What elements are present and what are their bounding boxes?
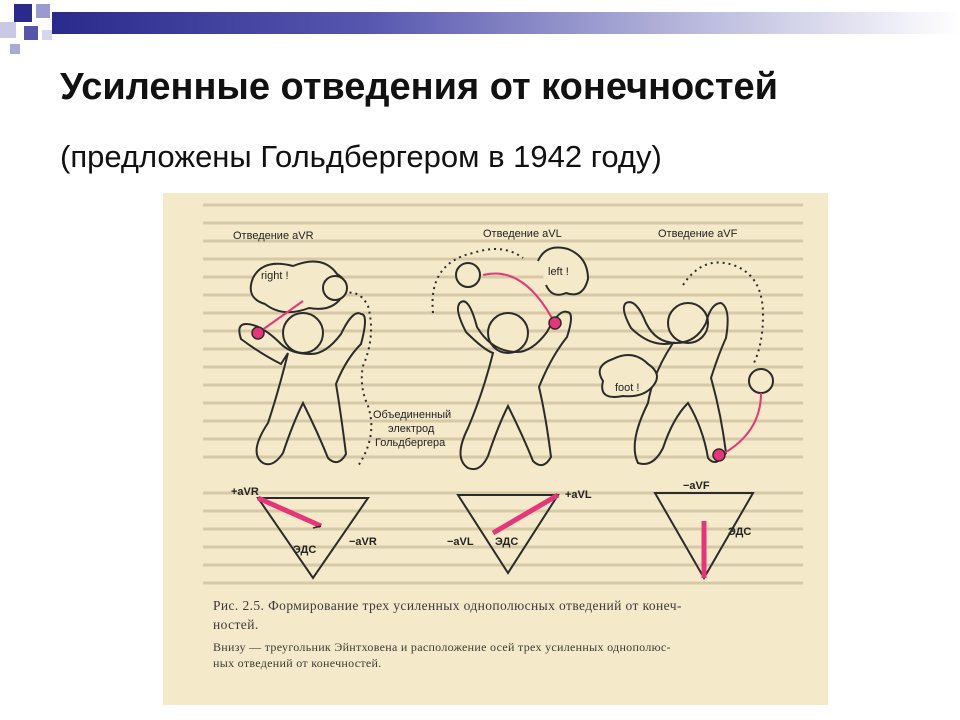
avr-speech: right ! <box>261 270 289 282</box>
figure-avl-person <box>433 248 589 470</box>
avr-neg-label: −aVR <box>349 536 377 548</box>
header-gradient-bar <box>52 12 960 34</box>
avl-pos-label: +aVL <box>565 489 592 501</box>
electrode-label-line-2: электрод <box>388 423 435 435</box>
lead-avf-heading: Отведение aVF <box>658 228 738 240</box>
avf-electrode <box>713 449 725 461</box>
electrode-label-line-1: Объединенный <box>373 409 452 421</box>
avr-pos-label: +aVR <box>231 486 259 498</box>
figure-avf-person <box>600 263 763 465</box>
lead-avl-heading: Отведение aVL <box>483 228 562 240</box>
avl-neg-label: −aVL <box>447 536 474 548</box>
einthoven-triangle-avl <box>458 495 558 573</box>
avf-speech: foot ! <box>615 382 640 394</box>
figure-caption-note-2: ных отведений от конечностей. <box>213 656 382 670</box>
figure-caption: Рис. 2.5. Формирование трех усиленных однополюсных отведений от конеч- <box>213 598 682 613</box>
lead-avr-heading: Отведение aVR <box>233 230 314 242</box>
avl-speech: left ! <box>548 266 569 278</box>
figure-avr-person <box>239 262 371 467</box>
avr-emf-label: ЭДС <box>293 544 317 556</box>
textbook-figure <box>163 193 828 705</box>
figure-caption-cont: ностей. <box>213 617 259 632</box>
avf-emf-label: ЭДС <box>728 526 752 538</box>
avr-electrode <box>252 327 264 339</box>
avr-galvanometer-icon <box>323 276 347 300</box>
avf-galvanometer-icon <box>749 369 773 393</box>
avf-neg-label: −aVF <box>683 480 710 492</box>
page-subtitle: (предложены Гольдбергером в 1942 году) <box>60 139 662 174</box>
avl-galvanometer-icon <box>456 263 480 287</box>
figure-caption-note-1: Внизу — треугольник Эйнтховена и расположение осей трех усиленных однополюс- <box>213 640 671 654</box>
avl-electrode <box>549 317 561 329</box>
electrode-label-line-3: Гольдбергера <box>375 437 446 449</box>
figure-illustration <box>163 193 828 705</box>
avl-emf-label: ЭДС <box>495 536 519 548</box>
page-title: Усиленные отведения от конечностей <box>60 66 778 108</box>
